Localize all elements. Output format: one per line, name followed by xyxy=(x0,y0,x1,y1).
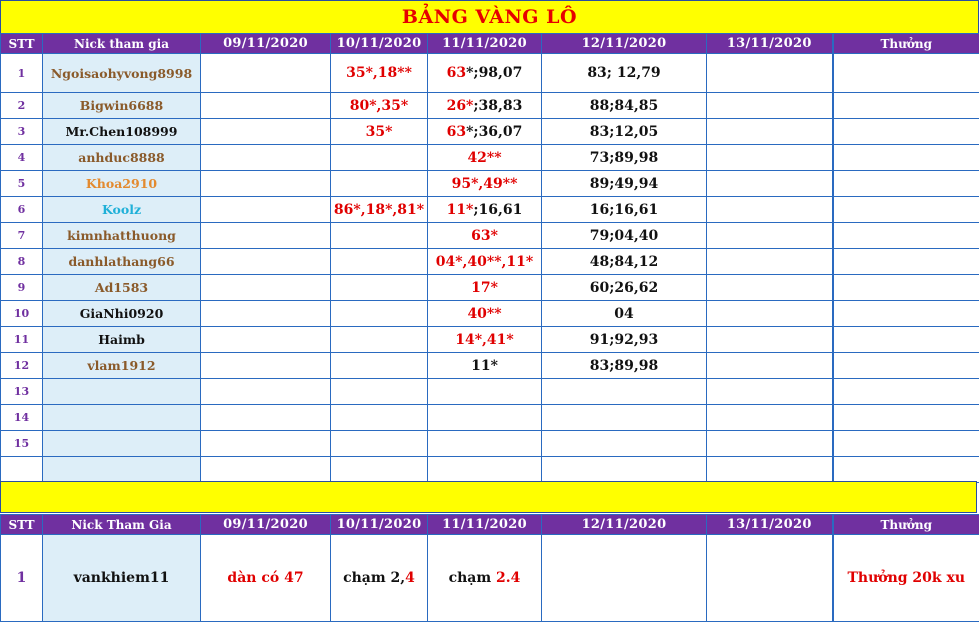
date-09-cell[interactable] xyxy=(201,223,331,249)
date-13-cell[interactable] xyxy=(707,119,833,145)
date-12-cell[interactable] xyxy=(542,457,707,483)
date-09-cell[interactable] xyxy=(201,301,331,327)
cell-text: 35* xyxy=(365,123,393,140)
header-date-10: 10/11/2020 xyxy=(331,515,428,535)
date-09-cell[interactable] xyxy=(201,54,331,93)
prize-cell[interactable] xyxy=(833,431,979,457)
nick-cell[interactable]: Bigwin6688 xyxy=(43,93,201,119)
stt-cell[interactable]: 1 xyxy=(1,535,43,622)
prize-cell[interactable] xyxy=(833,119,979,145)
date-11-cell[interactable] xyxy=(428,379,542,405)
stt-cell[interactable]: 11 xyxy=(1,327,43,353)
nick-cell[interactable]: Mr.Chen108999 xyxy=(43,119,201,145)
table-row xyxy=(1,275,979,301)
prize-cell[interactable] xyxy=(833,379,979,405)
header-row xyxy=(1,515,979,535)
date-09-cell[interactable] xyxy=(201,249,331,275)
cell-text: 17* xyxy=(471,279,498,296)
date-10-cell[interactable] xyxy=(331,54,428,93)
cell-text: 63 xyxy=(446,123,467,140)
table-row xyxy=(1,119,979,145)
date-12-cell[interactable]: 04 xyxy=(542,301,707,327)
nick-cell[interactable]: Haimb xyxy=(43,327,201,353)
date-13-cell[interactable] xyxy=(707,379,833,405)
date-13-cell[interactable] xyxy=(707,457,833,483)
table-row xyxy=(1,301,979,327)
date-11-cell[interactable] xyxy=(428,353,542,379)
date-10-cell[interactable] xyxy=(331,379,428,405)
stt-cell[interactable]: 13 xyxy=(1,379,43,405)
header-date-12: 12/11/2020 xyxy=(542,515,707,535)
prize-cell[interactable] xyxy=(833,327,979,353)
date-13-cell[interactable] xyxy=(707,223,833,249)
stt-cell[interactable]: 9 xyxy=(1,275,43,301)
cell-text: 11* xyxy=(446,201,474,218)
date-11-cell[interactable] xyxy=(428,171,542,197)
date-13-cell[interactable] xyxy=(707,54,833,93)
date-12-cell[interactable]: 88;84,85 xyxy=(542,93,707,119)
date-13-cell[interactable] xyxy=(707,275,833,301)
date-10-cell[interactable] xyxy=(331,197,428,223)
date-12-cell[interactable]: 89;49,94 xyxy=(542,171,707,197)
date-10-cell[interactable] xyxy=(331,93,428,119)
date-10-cell[interactable] xyxy=(331,249,428,275)
date-10-cell[interactable] xyxy=(331,353,428,379)
stt-cell[interactable]: 1 xyxy=(1,54,43,93)
prize-cell[interactable] xyxy=(833,249,979,275)
cell-text: 35*,18** xyxy=(346,65,412,81)
prize-cell[interactable] xyxy=(833,301,979,327)
table-row xyxy=(1,405,979,431)
date-09-cell[interactable] xyxy=(201,171,331,197)
table-row xyxy=(1,457,979,483)
date-12-cell[interactable] xyxy=(542,431,707,457)
stt-cell[interactable]: 8 xyxy=(1,249,43,275)
date-13-cell[interactable] xyxy=(707,301,833,327)
header-date-12: 12/11/2020 xyxy=(542,34,707,54)
header-row xyxy=(1,34,979,54)
nick-cell[interactable]: GiaNhi0920 xyxy=(43,301,201,327)
prize-cell[interactable] xyxy=(833,457,979,483)
table-row xyxy=(1,93,979,119)
header-nick: Nick Tham Gia xyxy=(43,515,201,535)
nick-cell[interactable]: Ngoisaohyvong8998 xyxy=(43,54,201,93)
date-10-cell[interactable] xyxy=(331,457,428,483)
date-11-cell[interactable] xyxy=(428,327,542,353)
cell-text: 63 xyxy=(446,65,467,81)
date-11-cell[interactable] xyxy=(428,93,542,119)
stt-cell[interactable]: 12 xyxy=(1,353,43,379)
date-12-cell[interactable] xyxy=(542,405,707,431)
date-12-cell[interactable]: 83; 12,79 xyxy=(542,54,707,93)
cell-text: 40** xyxy=(467,305,502,322)
date-12-cell[interactable]: 83;89,98 xyxy=(542,353,707,379)
table-row xyxy=(1,353,979,379)
date-11-cell[interactable] xyxy=(428,223,542,249)
table-row xyxy=(1,431,979,457)
date-09-cell[interactable] xyxy=(201,457,331,483)
date-09-cell[interactable] xyxy=(201,327,331,353)
cell-text: chạm xyxy=(448,570,497,586)
date-10-cell[interactable] xyxy=(331,145,428,171)
header-date-13: 13/11/2020 xyxy=(707,515,833,535)
header-prize: Thưởng xyxy=(833,515,979,535)
prize-cell[interactable] xyxy=(833,54,979,93)
date-12-cell[interactable]: 91;92,93 xyxy=(542,327,707,353)
stt-cell[interactable]: 10 xyxy=(1,301,43,327)
date-10-cell[interactable] xyxy=(331,431,428,457)
header-date-10: 10/11/2020 xyxy=(331,34,428,54)
date-12-cell[interactable] xyxy=(542,379,707,405)
date-09-cell[interactable] xyxy=(201,93,331,119)
date-11-cell[interactable] xyxy=(428,249,542,275)
table-row xyxy=(1,145,979,171)
date-13-cell[interactable] xyxy=(707,171,833,197)
cell-text: 2.4 xyxy=(496,570,521,586)
header-date-09: 09/11/2020 xyxy=(201,34,331,54)
prize-cell[interactable] xyxy=(833,405,979,431)
nick-cell[interactable]: anhduc8888 xyxy=(43,145,201,171)
date-11-cell[interactable] xyxy=(428,54,542,93)
date-11-cell[interactable] xyxy=(428,119,542,145)
date-13-cell[interactable] xyxy=(707,353,833,379)
prize-cell[interactable] xyxy=(833,171,979,197)
date-13-cell[interactable] xyxy=(707,327,833,353)
table-row xyxy=(1,327,979,353)
date-10-cell[interactable] xyxy=(331,275,428,301)
date-10-cell[interactable] xyxy=(331,327,428,353)
prize-cell[interactable] xyxy=(833,145,979,171)
stt-cell[interactable]: 5 xyxy=(1,171,43,197)
cell-text: *;36,07 xyxy=(466,123,523,140)
date-13-cell[interactable] xyxy=(707,93,833,119)
date-11-cell[interactable] xyxy=(428,535,542,622)
nick-cell[interactable]: vlam1912 xyxy=(43,353,201,379)
date-11-cell[interactable] xyxy=(428,405,542,431)
header-prize: Thưởng xyxy=(833,34,979,54)
cell-text: 26* xyxy=(446,97,474,114)
stt-cell[interactable]: 15 xyxy=(1,431,43,457)
date-12-cell[interactable]: 48;84,12 xyxy=(542,249,707,275)
table-row xyxy=(1,535,979,622)
section-divider-bar xyxy=(0,481,977,513)
table-row xyxy=(1,379,979,405)
date-11-cell[interactable] xyxy=(428,275,542,301)
prize-cell[interactable] xyxy=(833,275,979,301)
stt-cell[interactable]: 3 xyxy=(1,119,43,145)
date-12-cell[interactable]: 16;16,61 xyxy=(542,197,707,223)
cell-text: 14*,41* xyxy=(455,331,514,348)
cell-text: chạm 2, xyxy=(343,570,406,586)
sheet-title: BẢNG VÀNG LÔ xyxy=(0,0,979,34)
date-13-cell[interactable] xyxy=(707,249,833,275)
date-11-cell[interactable] xyxy=(428,301,542,327)
cell-text: ;38,83 xyxy=(473,97,523,114)
date-11-cell[interactable] xyxy=(428,431,542,457)
prize-cell[interactable] xyxy=(833,197,979,223)
cell-text: 95*,49** xyxy=(451,175,518,192)
date-10-cell[interactable] xyxy=(331,301,428,327)
date-09-cell[interactable] xyxy=(201,145,331,171)
date-13-cell[interactable] xyxy=(707,405,833,431)
nick-cell[interactable]: Koolz xyxy=(43,197,201,223)
table-row xyxy=(1,249,979,275)
table-row xyxy=(1,171,979,197)
cell-text: 04*,40**,11* xyxy=(435,253,534,270)
cell-text: *;98,07 xyxy=(466,65,523,81)
date-10-cell[interactable] xyxy=(331,171,428,197)
date-09-cell[interactable] xyxy=(201,275,331,301)
date-09-cell[interactable] xyxy=(201,405,331,431)
date-12-cell[interactable]: 73;89,98 xyxy=(542,145,707,171)
date-09-cell[interactable] xyxy=(201,535,331,622)
header-date-11: 11/11/2020 xyxy=(428,34,542,54)
date-13-cell[interactable] xyxy=(707,145,833,171)
table-row xyxy=(1,223,979,249)
date-11-cell[interactable] xyxy=(428,457,542,483)
date-10-cell[interactable] xyxy=(331,223,428,249)
date-12-cell[interactable]: 60;26,62 xyxy=(542,275,707,301)
nick-cell[interactable]: vankhiem11 xyxy=(43,535,201,622)
date-09-cell[interactable] xyxy=(201,119,331,145)
header-stt: STT xyxy=(1,34,43,54)
cell-text: 63* xyxy=(471,227,498,244)
cell-text: ;16,61 xyxy=(473,201,523,218)
nick-cell[interactable] xyxy=(43,431,201,457)
date-09-cell[interactable] xyxy=(201,353,331,379)
header-stt: STT xyxy=(1,515,43,535)
leaderboard-table xyxy=(0,33,979,483)
stt-cell[interactable]: 7 xyxy=(1,223,43,249)
date-09-cell[interactable] xyxy=(201,379,331,405)
stt-cell[interactable]: 2 xyxy=(1,93,43,119)
date-09-cell[interactable] xyxy=(201,197,331,223)
table-row xyxy=(1,54,979,93)
date-12-cell[interactable]: 79;04,40 xyxy=(542,223,707,249)
date-12-cell[interactable] xyxy=(542,535,707,622)
cell-text: 86*,18*,81* xyxy=(333,201,425,218)
cell-text: 4 xyxy=(405,570,415,586)
stt-cell[interactable]: 6 xyxy=(1,197,43,223)
nick-cell[interactable] xyxy=(43,379,201,405)
date-09-cell[interactable] xyxy=(201,431,331,457)
bonus-table xyxy=(0,514,979,622)
table-row xyxy=(1,197,979,223)
stt-cell[interactable] xyxy=(1,457,43,483)
nick-cell[interactable]: danhlathang66 xyxy=(43,249,201,275)
nick-cell[interactable] xyxy=(43,405,201,431)
header-date-09: 09/11/2020 xyxy=(201,515,331,535)
cell-text: 11* xyxy=(471,357,498,374)
date-12-cell[interactable]: 83;12,05 xyxy=(542,119,707,145)
nick-cell[interactable]: Khoa2910 xyxy=(43,171,201,197)
prize-cell[interactable] xyxy=(833,535,979,622)
stt-cell[interactable]: 4 xyxy=(1,145,43,171)
cell-text: 80*,35* xyxy=(349,97,409,114)
header-nick: Nick tham gia xyxy=(43,34,201,54)
nick-cell[interactable] xyxy=(43,457,201,483)
cell-text: 42** xyxy=(467,149,502,166)
nick-cell[interactable]: Ad1583 xyxy=(43,275,201,301)
prize-cell[interactable] xyxy=(833,93,979,119)
nick-cell[interactable]: kimnhatthuong xyxy=(43,223,201,249)
header-date-13: 13/11/2020 xyxy=(707,34,833,54)
date-11-cell[interactable] xyxy=(428,145,542,171)
date-13-cell[interactable] xyxy=(707,197,833,223)
prize-cell[interactable] xyxy=(833,223,979,249)
cell-text: Thưởng 20k xu xyxy=(847,570,966,586)
date-10-cell[interactable] xyxy=(331,405,428,431)
date-10-cell[interactable] xyxy=(331,119,428,145)
cell-text: dàn có 47 xyxy=(227,570,304,586)
stt-cell[interactable]: 14 xyxy=(1,405,43,431)
date-13-cell[interactable] xyxy=(707,431,833,457)
date-13-cell[interactable] xyxy=(707,535,833,622)
header-date-11: 11/11/2020 xyxy=(428,515,542,535)
prize-cell[interactable] xyxy=(833,353,979,379)
date-11-cell[interactable] xyxy=(428,197,542,223)
date-10-cell[interactable] xyxy=(331,535,428,622)
